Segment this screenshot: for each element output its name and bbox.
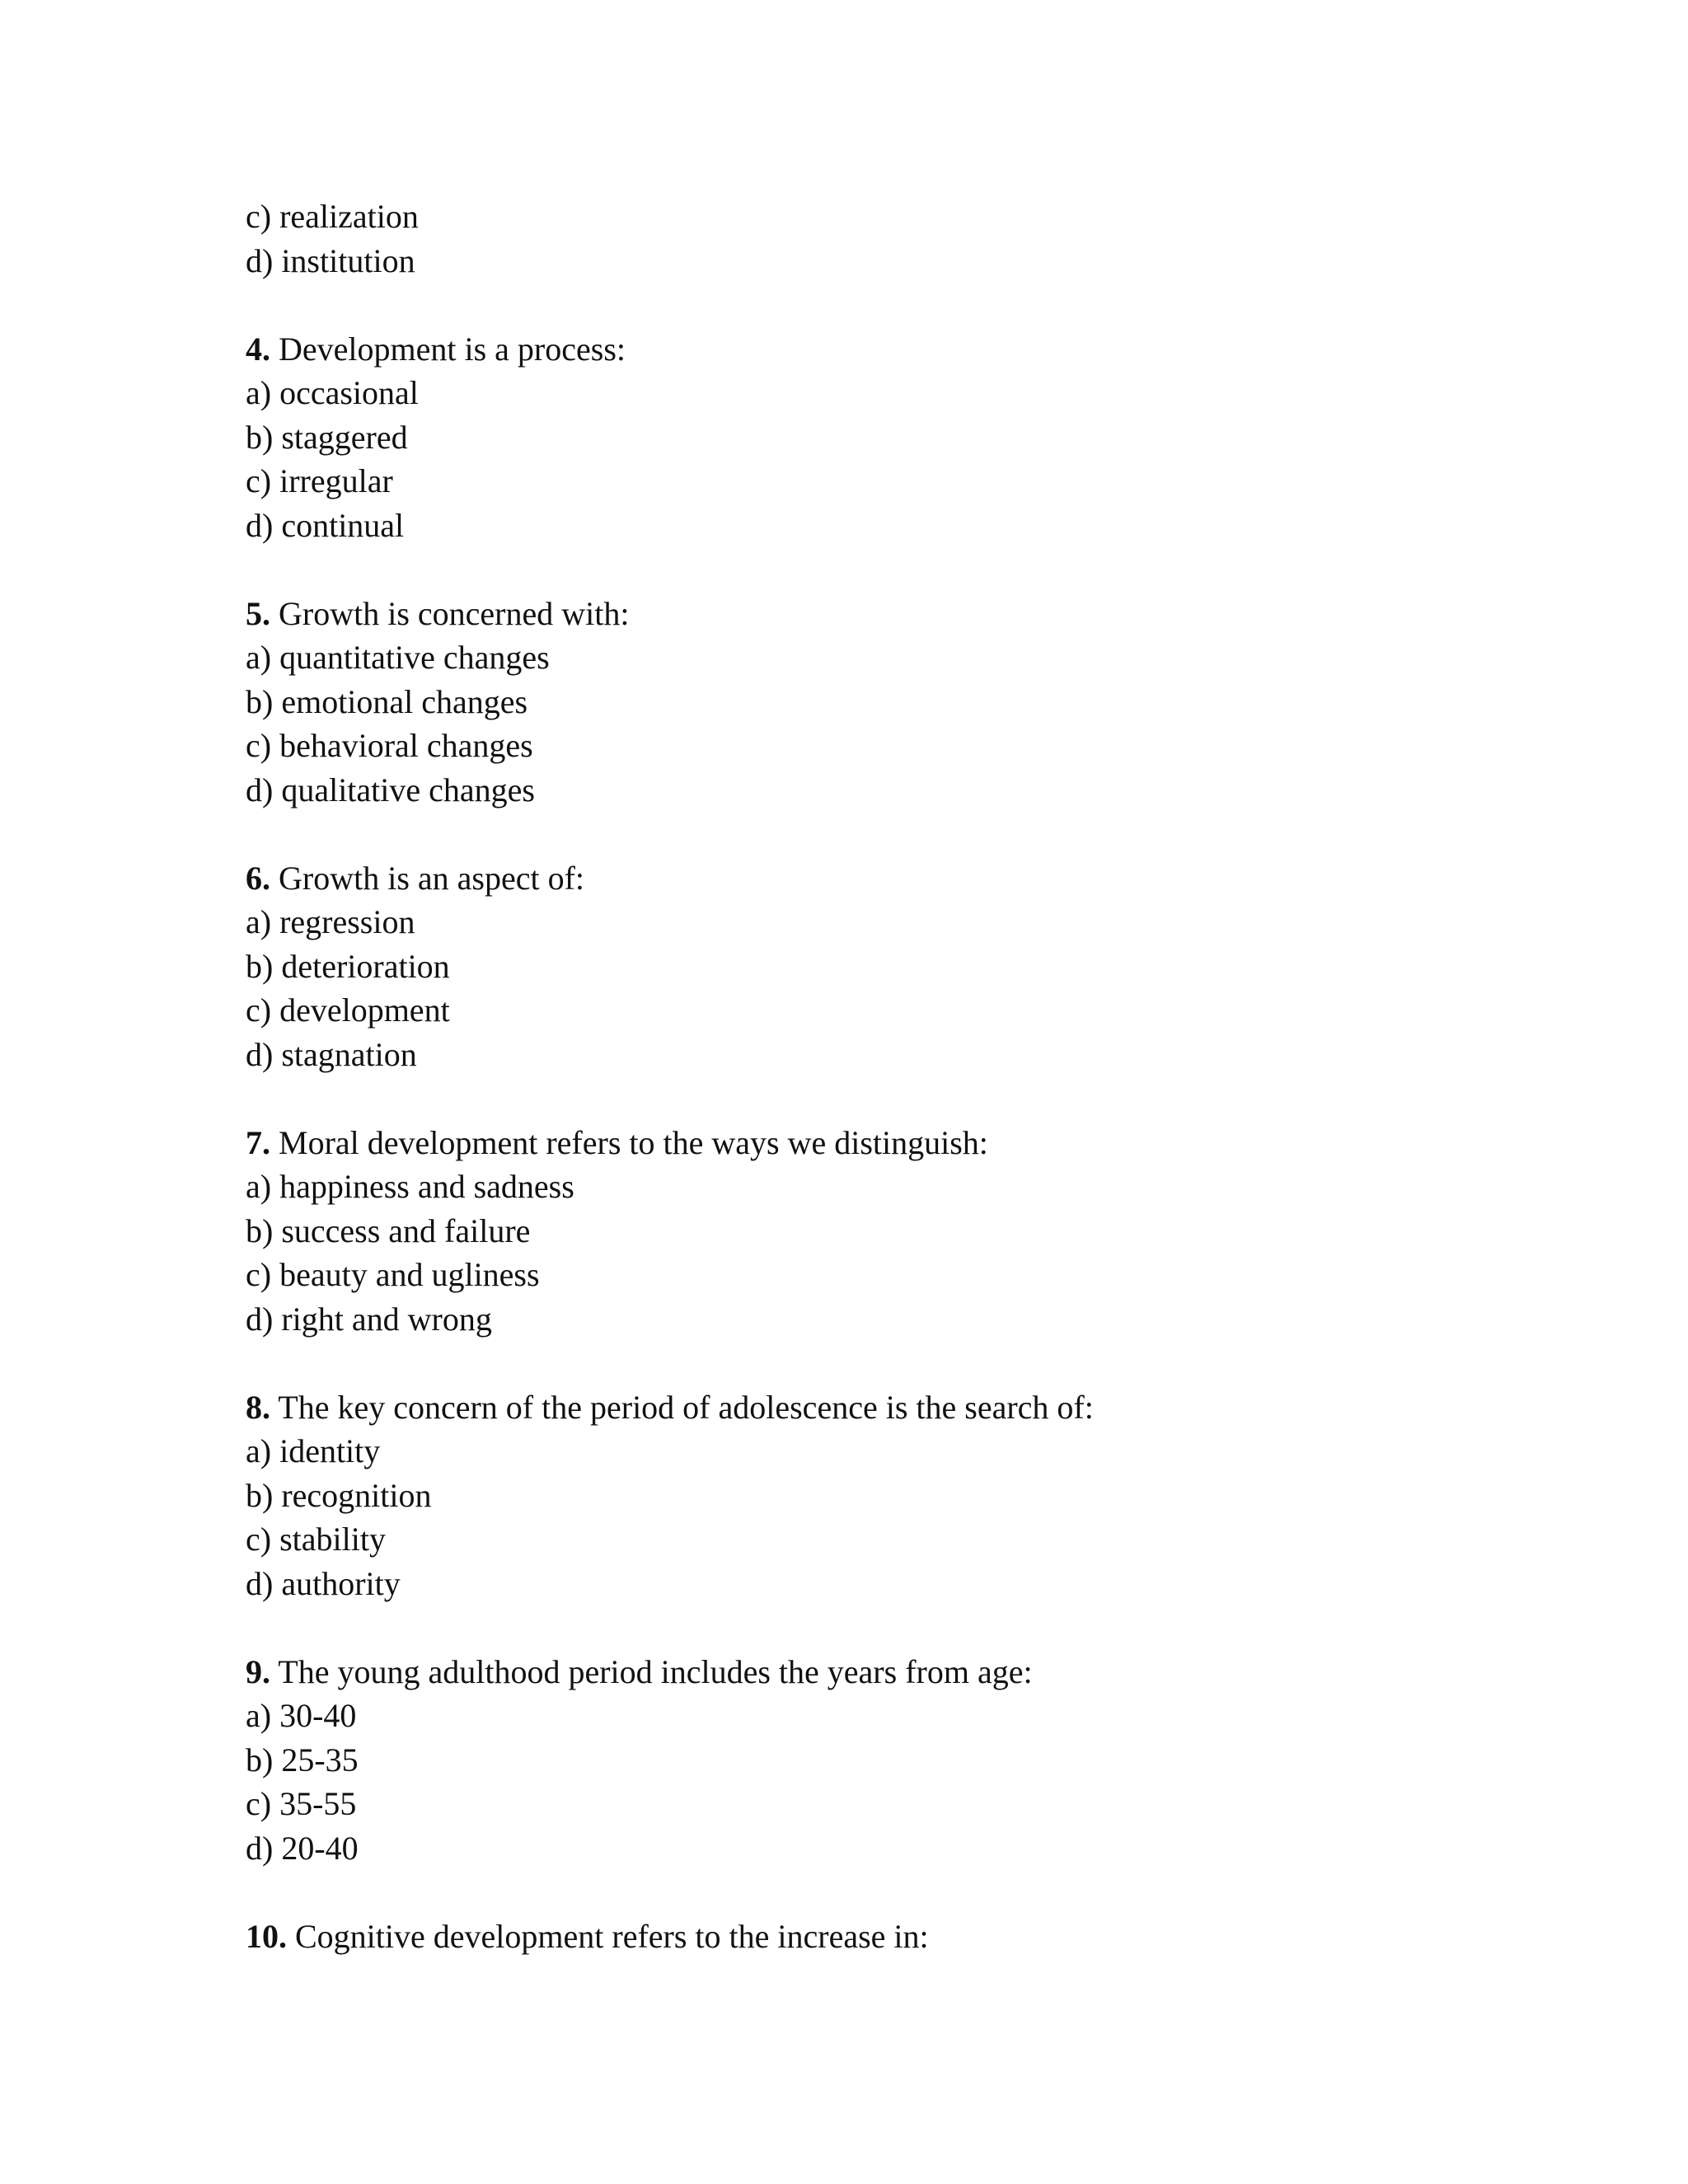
- question-number: 4.: [246, 330, 270, 368]
- spacer: [246, 547, 1564, 592]
- option-line: d) 20-40: [246, 1829, 359, 1867]
- option-line: d) institution: [246, 241, 415, 279]
- option-line: c) irregular: [246, 462, 393, 499]
- question-5: [246, 592, 1564, 636]
- question-6: [246, 856, 1564, 901]
- question-number: 10.: [246, 1917, 287, 1955]
- option-line: a) regression: [246, 903, 415, 940]
- option-line: d) right and wrong: [246, 1300, 492, 1338]
- question-text: Development is a process:: [270, 330, 626, 368]
- question-9: [246, 1650, 1564, 1694]
- question-4: [246, 327, 1564, 372]
- option-line: d) authority: [246, 1564, 401, 1602]
- option-line: a) quantitative changes: [246, 639, 550, 676]
- question-text: Cognitive development refers to the increase in:: [287, 1917, 929, 1955]
- option-line: c) stability: [246, 1521, 386, 1558]
- question-text: The key concern of the period of adolescence is the search of:: [270, 1388, 1094, 1426]
- option-line: c) realization: [246, 198, 419, 235]
- question-number: 7.: [246, 1123, 270, 1161]
- question-7: [246, 1121, 1564, 1165]
- question-text: The young adulthood period includes the years from age:: [270, 1652, 1033, 1690]
- option-line: a) happiness and sadness: [246, 1168, 574, 1205]
- spacer: [246, 1605, 1564, 1650]
- question-text: Growth is an aspect of:: [270, 859, 585, 897]
- question-number: 5.: [246, 594, 270, 632]
- option-line: c) behavioral changes: [246, 727, 533, 764]
- option-line: a) 30-40: [246, 1697, 357, 1734]
- option-line: a) identity: [246, 1432, 381, 1469]
- option-line: c) development: [246, 991, 450, 1029]
- question-text: Moral development refers to the ways we distinguish:: [270, 1123, 988, 1161]
- question-10: [246, 1915, 1564, 1959]
- option-line: a) occasional: [246, 374, 419, 411]
- question-text: Growth is concerned with:: [270, 594, 630, 632]
- option-line: b) recognition: [246, 1476, 432, 1514]
- option-line: d) qualitative changes: [246, 771, 535, 808]
- question-number: 9.: [246, 1652, 270, 1690]
- option-line: b) emotional changes: [246, 682, 528, 720]
- option-line: b) staggered: [246, 418, 408, 456]
- spacer: [246, 283, 1564, 327]
- option-line: b) success and failure: [246, 1212, 531, 1249]
- question-number: 6.: [246, 859, 270, 897]
- option-line: c) 35-55: [246, 1785, 357, 1822]
- question-number: 8.: [246, 1388, 270, 1426]
- spacer: [246, 1870, 1564, 1915]
- option-line: b) deterioration: [246, 947, 450, 985]
- spacer: [246, 812, 1564, 856]
- question-8: [246, 1385, 1564, 1430]
- option-line: d) continual: [246, 506, 405, 544]
- spacer: [246, 1341, 1564, 1385]
- option-line: b) 25-35: [246, 1741, 359, 1779]
- spacer: [246, 1076, 1564, 1121]
- option-line: d) stagnation: [246, 1035, 417, 1073]
- question-list: [246, 194, 1564, 1958]
- option-line: c) beauty and ugliness: [246, 1256, 540, 1293]
